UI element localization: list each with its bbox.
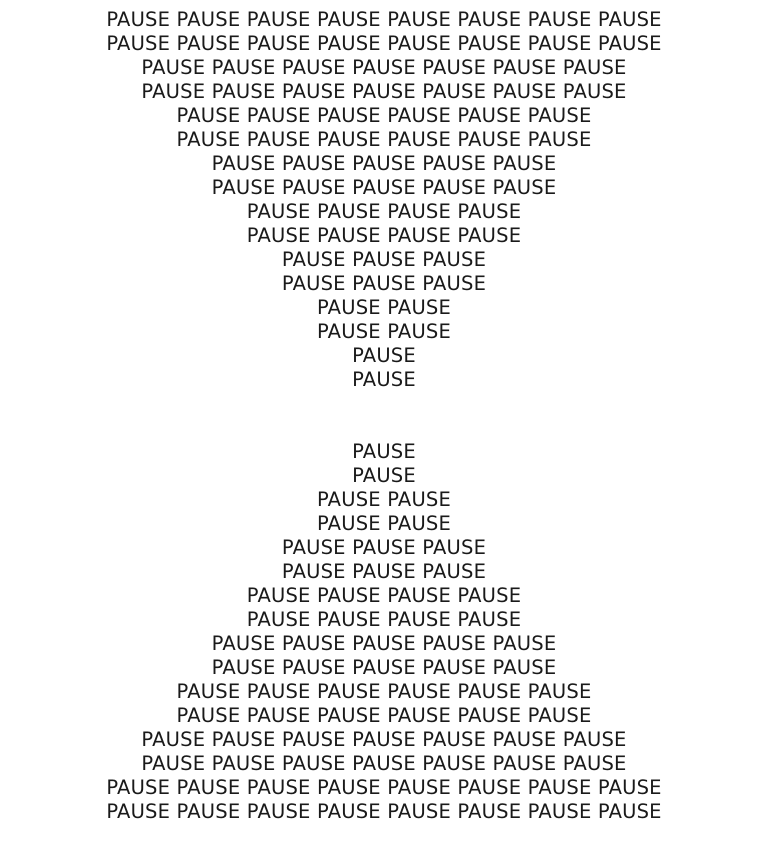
pattern-text-line: PAUSE PAUSE [316,296,452,319]
pattern-text-line: PAUSE PAUSE PAUSE PAUSE [246,224,522,247]
pattern-text-line: PAUSE PAUSE PAUSE PAUSE PAUSE PAUSE PAUSE [141,56,627,79]
pattern-text-line: PAUSE [352,368,416,391]
pattern-text-line: PAUSE [352,464,416,487]
pattern-text-line: PAUSE PAUSE PAUSE PAUSE PAUSE PAUSE PAUSE [141,752,627,775]
pattern-text-line: PAUSE PAUSE PAUSE [281,272,487,295]
pattern-text-line: PAUSE PAUSE PAUSE PAUSE PAUSE PAUSE PAUSE PAUSE [106,800,662,823]
pattern-text-line: PAUSE PAUSE PAUSE PAUSE PAUSE PAUSE PAUSE [141,80,627,103]
pattern-text-line: PAUSE PAUSE PAUSE PAUSE PAUSE [211,656,557,679]
pattern-text-line: PAUSE PAUSE PAUSE PAUSE PAUSE [211,176,557,199]
pattern-text-line: PAUSE PAUSE PAUSE [281,560,487,583]
pattern-text-line: PAUSE [352,440,416,463]
pattern-text-line: PAUSE PAUSE PAUSE [281,248,487,271]
pattern-text-line: PAUSE PAUSE PAUSE PAUSE PAUSE PAUSE [176,104,592,127]
pattern-text-line: PAUSE PAUSE PAUSE PAUSE PAUSE [211,632,557,655]
pattern-text-line: PAUSE PAUSE PAUSE PAUSE [246,584,522,607]
pattern-text-line: PAUSE PAUSE PAUSE PAUSE PAUSE PAUSE [176,704,592,727]
pattern-text-line: PAUSE PAUSE PAUSE PAUSE [246,200,522,223]
pattern-text-line: PAUSE PAUSE PAUSE PAUSE PAUSE PAUSE PAUSE PAUSE [106,776,662,799]
pattern-text-line: PAUSE PAUSE [316,320,452,343]
pattern-text-line: PAUSE PAUSE PAUSE PAUSE [246,608,522,631]
pattern-text-line: PAUSE PAUSE PAUSE [281,536,487,559]
pattern-text-line: PAUSE PAUSE PAUSE PAUSE PAUSE PAUSE PAUSE [141,728,627,751]
pattern-text-line: PAUSE [352,344,416,367]
pattern-text-line: PAUSE PAUSE PAUSE PAUSE PAUSE PAUSE PAUSE PAUSE [106,8,662,31]
pattern-text-line: PAUSE PAUSE PAUSE PAUSE PAUSE PAUSE [176,680,592,703]
pattern-text-line: PAUSE PAUSE [316,512,452,535]
pattern-text-line: PAUSE PAUSE PAUSE PAUSE PAUSE PAUSE [176,128,592,151]
pattern-text-line: PAUSE PAUSE PAUSE PAUSE PAUSE [211,152,557,175]
pattern-text-line: PAUSE PAUSE PAUSE PAUSE PAUSE PAUSE PAUSE PAUSE [106,32,662,55]
pattern-text-line: PAUSE PAUSE [316,488,452,511]
